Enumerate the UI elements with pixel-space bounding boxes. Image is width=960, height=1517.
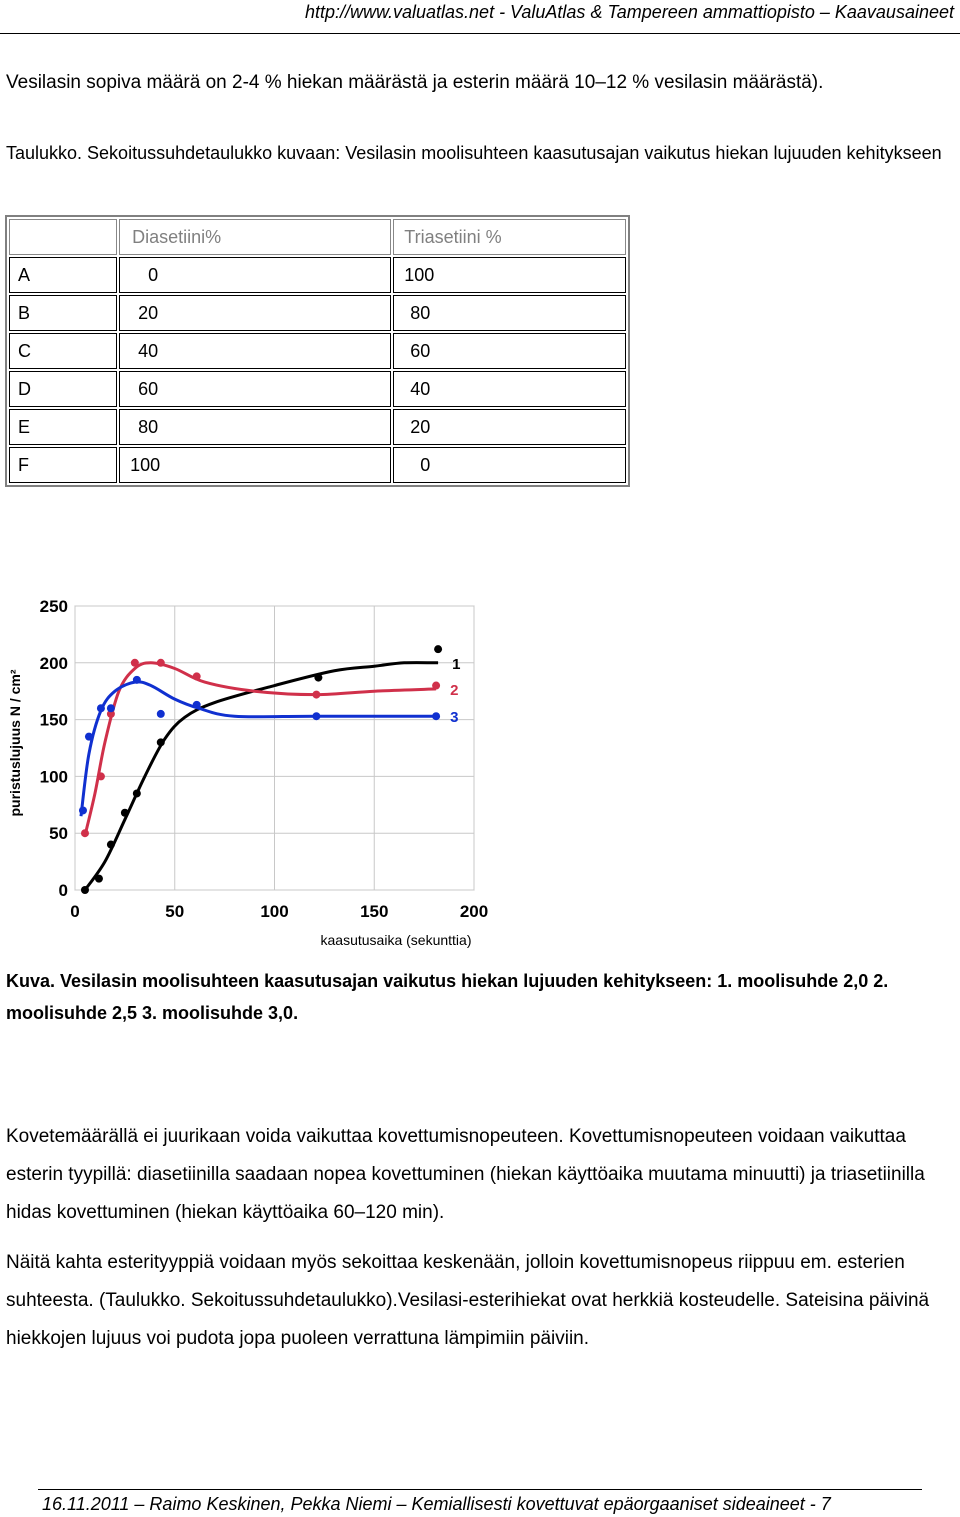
table-header-cell: Diasetiini% bbox=[119, 219, 391, 255]
y-tick-label: 200 bbox=[39, 653, 68, 673]
series-2-point bbox=[157, 659, 165, 667]
table-cell: 20 bbox=[393, 409, 626, 445]
table-cell: 0 bbox=[119, 257, 391, 293]
x-tick-label: 100 bbox=[260, 902, 289, 921]
header-divider bbox=[0, 33, 960, 34]
x-tick-label: 200 bbox=[459, 902, 489, 921]
header-url: http://www.valuatlas.net - ValuAtlas & Tampereen ammattiopisto – Kaavausaineet bbox=[304, 2, 954, 22]
table-row bbox=[9, 257, 626, 293]
series-3-point bbox=[107, 704, 115, 712]
series-1-point bbox=[157, 738, 165, 746]
y-tick-label: 0 bbox=[58, 881, 68, 900]
table-header-row bbox=[9, 219, 626, 255]
series-2-point bbox=[193, 672, 201, 680]
table-cell: 100 bbox=[119, 447, 391, 483]
x-tick-label: 150 bbox=[360, 902, 389, 921]
series-3-point bbox=[85, 733, 93, 741]
series-1-point bbox=[314, 674, 322, 682]
series-1-point bbox=[81, 886, 89, 894]
series-2-point bbox=[131, 659, 139, 667]
table-header-cell: Triasetiini % bbox=[393, 219, 626, 255]
table-header-cell bbox=[9, 219, 117, 255]
table-row bbox=[9, 333, 626, 369]
paragraph-ester-types: Näitä kahta esterityyppiä voidaan myös sekoittaa keskenään, jolloin kovettumisnopeus riippuu em. esterien suhteesta. (Taulukko. Sekoitussuhdetaulukko).Vesilasi-esterihiekat ovat herkkiä kosteudelle. Sateisina päivinä hiekkojen lujuus voi pudota jopa puoleen verrattuna lämpimiin päiviin. bbox=[6, 1252, 930, 1349]
x-tick-label: 50 bbox=[165, 902, 185, 921]
table-cell: 100 bbox=[393, 257, 626, 293]
table-cell: C bbox=[9, 333, 117, 369]
series-3-point bbox=[432, 712, 440, 720]
series-1-point bbox=[95, 875, 103, 883]
chart-svg bbox=[0, 590, 500, 950]
y-tick-label: 100 bbox=[39, 767, 68, 787]
series-1-point bbox=[434, 645, 442, 653]
series-3-point bbox=[133, 676, 141, 684]
series-3-label: 3 bbox=[450, 709, 459, 727]
table-cell: 80 bbox=[393, 295, 626, 331]
paragraph-curing-speed: Kovetemäärällä ei juurikaan voida vaikuttaa kovettumisnopeuteen. Kovettumisnopeuteen voidaan vaikuttaa esterin tyypillä: diasetiinilla saadaan nopea kovettuminen (hiekan käyttöaika muutama minuutti) ja triasetiinilla hidas kovettuminen (hiekan käyttöaika 60–120 min). bbox=[6, 1126, 925, 1223]
table-cell: B bbox=[9, 295, 117, 331]
table-row bbox=[9, 447, 626, 483]
series-2-point bbox=[432, 682, 440, 690]
table-cell: 80 bbox=[119, 409, 391, 445]
table-row bbox=[9, 295, 626, 331]
series-1-label: 1 bbox=[452, 655, 461, 673]
table-caption: Taulukko. Sekoitussuhdetaulukko kuvaan: Vesilasin moolisuhteen kaasutusajan vaikutus hiekan lujuuden kehitykseen bbox=[6, 143, 942, 163]
series-1-point bbox=[107, 841, 115, 849]
series-1-point bbox=[133, 789, 141, 797]
series-3-point bbox=[79, 806, 87, 814]
table-row bbox=[9, 371, 626, 407]
table-cell: D bbox=[9, 371, 117, 407]
strength-chart bbox=[0, 590, 500, 950]
series-2-point bbox=[312, 691, 320, 699]
y-tick-label: 50 bbox=[49, 824, 68, 844]
series-3-point bbox=[312, 712, 320, 720]
x-axis-label: kaasutusaika (sekunttia) bbox=[320, 932, 472, 948]
series-3-point bbox=[97, 704, 105, 712]
table-cell: 40 bbox=[119, 333, 391, 369]
table-cell: 20 bbox=[119, 295, 391, 331]
series-3-point bbox=[193, 701, 201, 709]
footer-divider bbox=[38, 1489, 922, 1490]
table-cell: E bbox=[9, 409, 117, 445]
y-tick-label: 250 bbox=[39, 597, 68, 616]
mix-ratio-table bbox=[5, 215, 630, 487]
footer-text: 16.11.2011 – Raimo Keskinen, Pekka Niemi – Kemiallisesti kovettuvat epäorgaaniset sideaineet - 7 bbox=[42, 1494, 831, 1514]
table-cell: A bbox=[9, 257, 117, 293]
y-axis-label: puristuslujuus N / cm² bbox=[7, 669, 23, 817]
figure-caption: Kuva. Vesilasin moolisuhteen kaasutusajan vaikutus hiekan lujuuden kehitykseen: 1. moolisuhde 2,0 2. moolisuhde 2,5 3. moolisuhde 3,0. bbox=[6, 971, 889, 1023]
table-cell: 60 bbox=[393, 333, 626, 369]
x-tick-label: 0 bbox=[70, 902, 80, 921]
table-cell: 0 bbox=[393, 447, 626, 483]
table-cell: 60 bbox=[119, 371, 391, 407]
table-row bbox=[9, 409, 626, 445]
series-3-point bbox=[157, 710, 165, 718]
table-cell: F bbox=[9, 447, 117, 483]
intro-text: Vesilasin sopiva määrä on 2-4 % hiekan määrästä ja esterin määrä 10–12 % vesilasin määrästä). bbox=[6, 72, 824, 93]
series-2-point bbox=[97, 772, 105, 780]
table-cell: 40 bbox=[393, 371, 626, 407]
y-tick-label: 150 bbox=[39, 710, 68, 730]
series-1-point bbox=[121, 809, 129, 817]
series-2-point bbox=[81, 829, 89, 837]
series-2-label: 2 bbox=[450, 681, 459, 699]
